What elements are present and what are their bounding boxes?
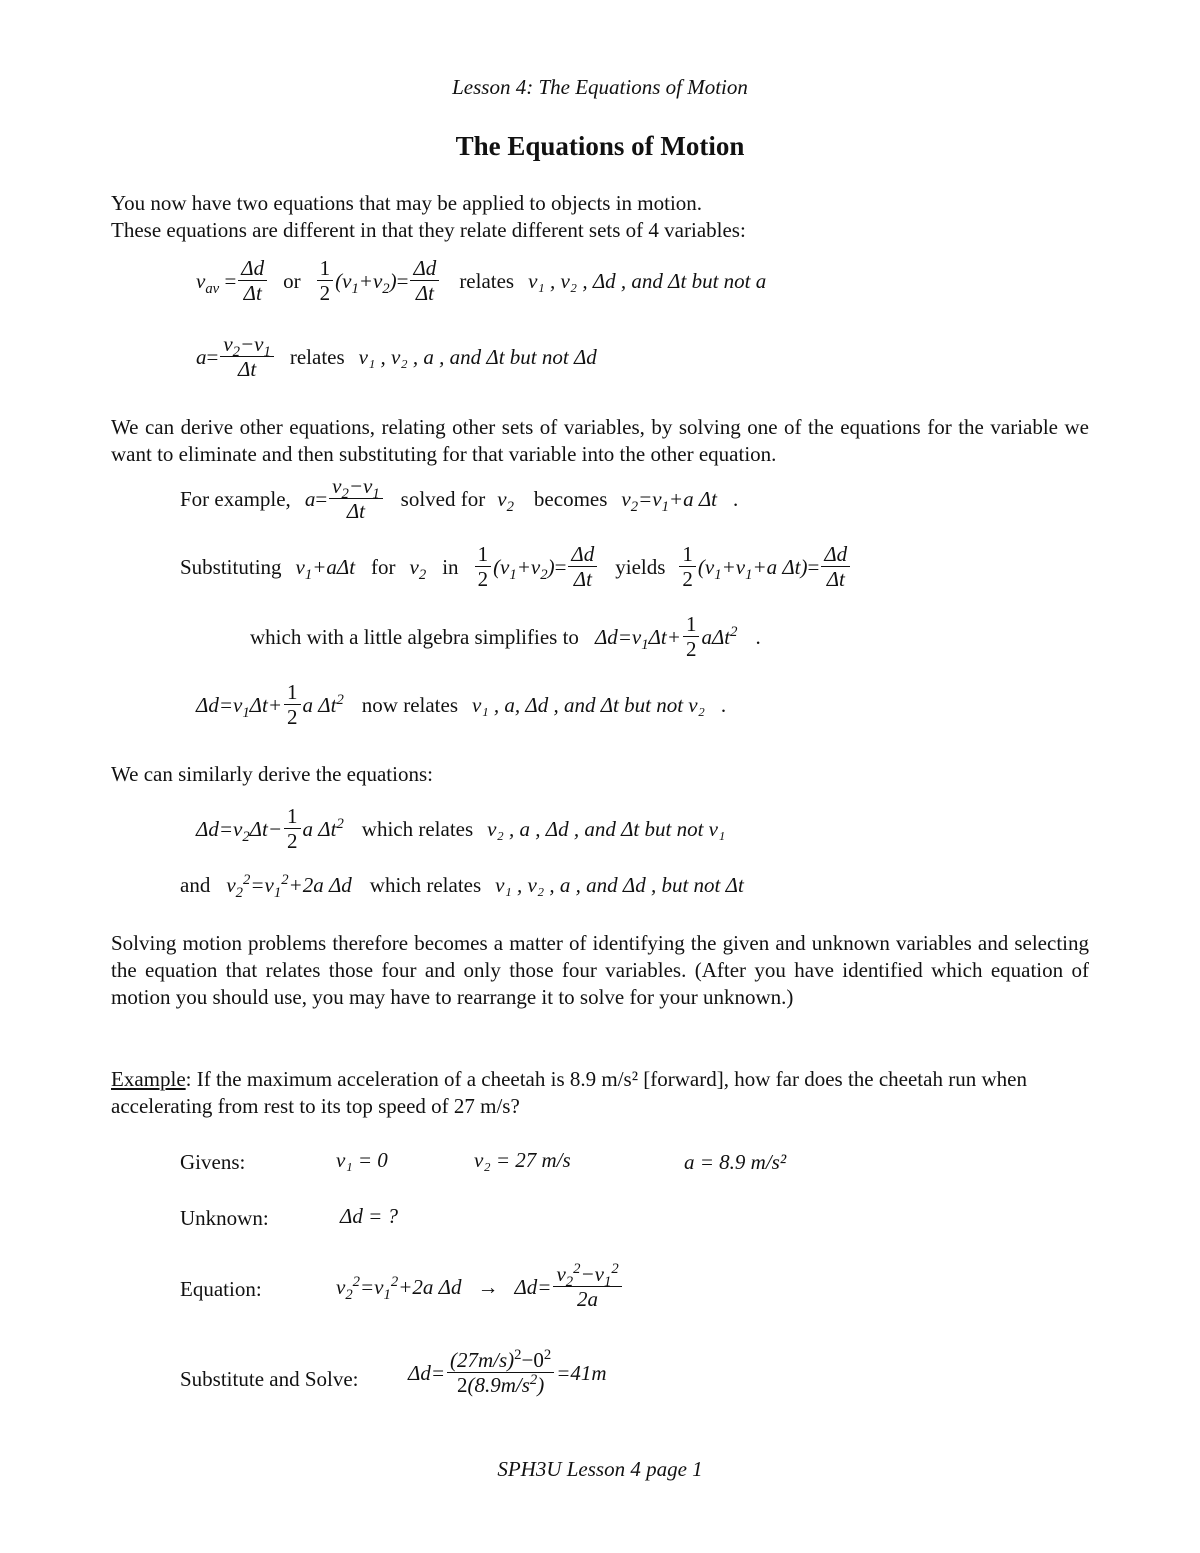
example-paragraph [111,1066,1089,1120]
example-label: Example [111,1067,186,1091]
given-v1: v₁ = 0 [336,1148,388,1172]
equation-average-velocity: $v_{av}$ = $\frac{\Delta d}{\Delta t}$ or $\frac{1}{2}$ $(v_1+v_2)$ = $\frac{\Delta d}{\Delta t}$ relates v₁ , v₂ , Δd , and Δt but not a [196,256,767,306]
substitute-solution: Δd= $\frac{(27m/s)^2-0^2}{2(8.9m/s^2)}$ =41m [408,1347,607,1398]
equation-rearranged: $v_2^2=v_1^2+2a$ Δd → Δd= $\frac{v_2^2-v_1^2}{2a}$ [336,1262,624,1311]
page-footer: SPH3U Lesson 4 page 1 [497,1457,703,1481]
example-solve-line: For example, a = $\frac{v_2-v_1}{\Delta t}$ solved for $v_2$ becomes $v_2=v_1+a$ Δt . [180,474,739,524]
solving-paragraph: Solving motion problems therefore becomes a matter of identifying the given and unknown variables and selecting the equation that relates those four and only those four variables. (After you have identified which equation of motion you should use, you may have to rearrange it to solve for your unknown.) [111,931,1089,1009]
page-title: The Equations of Motion [455,131,745,161]
given-a: a = 8.9 m/s² [684,1150,787,1174]
substitute-label: Substitute and Solve: [180,1367,359,1391]
substitution-line: Substituting $v_1+a\Delta t$ for $v_2$ in $\frac{1}{2}$ $(v_1+v_2)$ = $\frac{\Delta d}{\Delta t}$ yields $\frac{1}{2}$ ($v_1+v_1+a$ Δt) = $\frac{\Delta d}{\Delta t}$ [180,542,852,591]
equation-squared-line: and $v_2^2=v_1^2+2a$ Δd which relates v₁ , v₂ , a , and Δd , but not Δt [180,872,744,902]
equation-v2-line: $\Delta d=v_2\Delta t-$ $\frac{1}{2}$ a $\Delta t^2$ which relates v₂ , a , Δd , and Δt but not v₁ [196,804,726,854]
page-header: Lesson 4: The Equations of Motion [452,75,748,99]
intro-line-1: You now have two equations that may be applied to objects in motion. [111,191,703,215]
simplify-line: which with a little algebra simplifies to $\Delta d=v_1\Delta t+$ $\frac{1}{2}$ aΔt$^2$ . [250,612,761,662]
intro-line-2: These equations are different in that they relate different sets of 4 variables: [111,218,746,242]
example-text: : If the maximum acceleration of a cheetah is 8.9 m/s² [forward], how far does the cheetah run when accelerating from rest to its top speed of 27 m/s? [111,1067,1027,1118]
unknown-label: Unknown: [180,1206,269,1230]
givens-label: Givens: [180,1150,246,1174]
unknown-value: Δd = ? [340,1204,398,1228]
derive-paragraph: We can derive other equations, relating other sets of variables, by solving one of the equations for the variable we want to eliminate and then substituting for that variable into the other equation. [111,415,1089,466]
equation-label: Equation: [180,1277,262,1301]
equation-acceleration: a = $\frac{v_2-v_1}{\Delta t}$ relates v₁ , v₂ , a , and Δt but not Δd [196,332,597,382]
displacement-equation-line: $\Delta d=v_1\Delta t+$ $\frac{1}{2}$ a $\Delta t^2$ now relates v₁ , a, Δd , and Δt but not v₂ . [196,680,727,730]
similarly-line: We can similarly derive the equations: [111,762,433,786]
given-v2: v₂ = 27 m/s [474,1148,571,1172]
